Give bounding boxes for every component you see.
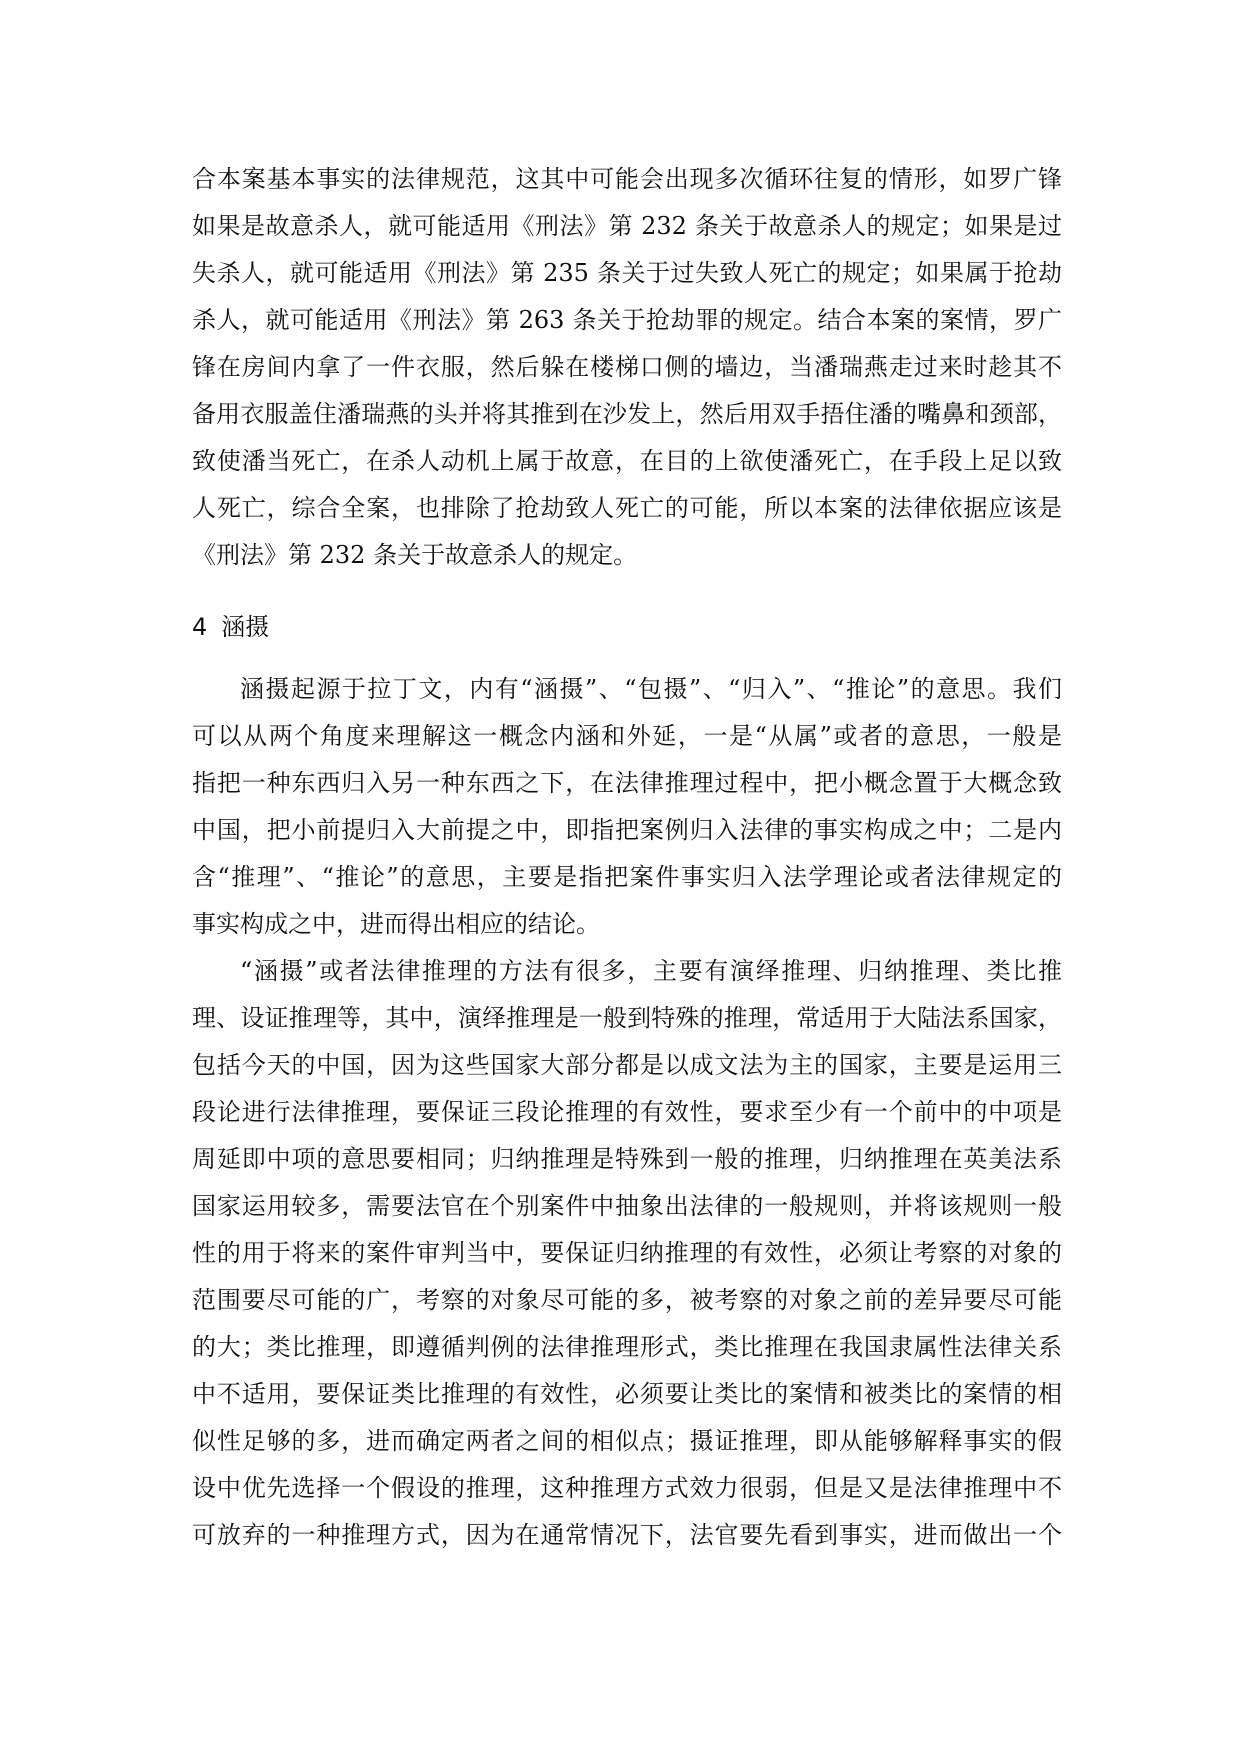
text-line: 范围要尽可能的广，考察的对象尽可能的多，被考察的对象之前的差异要尽可能 bbox=[192, 1286, 1062, 1314]
text-line: 可以从两个角度来理解这一概念内涵和外延，一是“从属”或者的意思，一般是 bbox=[192, 722, 1062, 750]
paragraph-2 bbox=[192, 666, 1062, 948]
text-line: 中国，把小前提归入大前提之中，即指把案例归入法律的事实构成之中；二是内 bbox=[192, 816, 1062, 844]
text-line: 杀人，就可能适用《刑法》第 263 条关于抢劫罪的规定。结合本案的案情，罗广 bbox=[192, 306, 1062, 334]
text-line: 致使潘当死亡，在杀人动机上属于故意，在目的上欲使潘死亡，在手段上足以致 bbox=[192, 447, 1062, 475]
text-line: 事实构成之中，进而得出相应的结论。 bbox=[192, 910, 600, 938]
text-line: 的大；类比推理，即遵循判例的法律推理形式，类比推理在我国隶属性法律关系 bbox=[192, 1333, 1062, 1361]
section-title: 涵摄 bbox=[221, 613, 270, 641]
text-line: 涵摄起源于拉丁文，内有“涵摄”、“包摄”、“归入”、“推论”的意思。我们 bbox=[240, 675, 1062, 703]
text-line: 国家运用较多，需要法官在个别案件中抽象出法律的一般规则，并将该规则一般 bbox=[192, 1192, 1062, 1220]
text-line: 如果是故意杀人，就可能适用《刑法》第 232 条关于故意杀人的规定；如果是过 bbox=[192, 212, 1062, 240]
text-line: 似性足够的多，进而确定两者之间的相似点；摄证推理，即从能够解释事实的假 bbox=[192, 1427, 1062, 1455]
paragraph-3 bbox=[192, 948, 1062, 1559]
text-line: 包括今天的中国，因为这些国家大部分都是以成文法为主的国家，主要是运用三 bbox=[192, 1051, 1062, 1079]
text-line: 含“推理”、“推论”的意思，主要是指把案件事实归入法学理论或者法律规定的 bbox=[192, 863, 1062, 891]
text-line: 性的用于将来的案件审判当中，要保证归纳推理的有效性，必须让考察的对象的 bbox=[192, 1239, 1062, 1267]
text-line: 备用衣服盖住潘瑞燕的头并将其推到在沙发上，然后用双手捂住潘的嘴鼻和颈部， bbox=[192, 400, 1062, 428]
section-heading bbox=[192, 604, 269, 651]
text-line: 合本案基本事实的法律规范，这其中可能会出现多次循环往复的情形，如罗广锋 bbox=[192, 165, 1062, 193]
text-line: 段论进行法律推理，要保证三段论推理的有效性，要求至少有一个前中的中项是 bbox=[192, 1098, 1062, 1126]
paragraph-1 bbox=[192, 156, 1062, 579]
text-line: 设中优先选择一个假设的推理，这种推理方式效力很弱，但是又是法律推理中不 bbox=[192, 1474, 1062, 1502]
text-line: 指把一种东西归入另一种东西之下，在法律推理过程中，把小概念置于大概念致 bbox=[192, 769, 1062, 797]
text-line: 中不适用，要保证类比推理的有效性，必须要让类比的案情和被类比的案情的相 bbox=[192, 1380, 1062, 1408]
text-line: 理、设证推理等，其中，演绎推理是一般到特殊的推理，常适用于大陆法系国家， bbox=[192, 1004, 1062, 1032]
section-number: 4 bbox=[192, 613, 208, 641]
text-line: 《刑法》第 232 条关于故意杀人的规定。 bbox=[192, 541, 638, 569]
text-line: 锋在房间内拿了一件衣服，然后躲在楼梯口侧的墙边，当潘瑞燕走过来时趁其不 bbox=[192, 353, 1062, 381]
text-line: 人死亡，综合全案，也排除了抢劫致人死亡的可能，所以本案的法律依据应该是 bbox=[192, 494, 1062, 522]
text-line: 失杀人，就可能适用《刑法》第 235 条关于过失致人死亡的规定；如果属于抢劫 bbox=[192, 259, 1062, 287]
text-line: 可放弃的一种推理方式，因为在通常情况下，法官要先看到事实，进而做出一个 bbox=[192, 1521, 1062, 1549]
text-line: “涵摄”或者法律推理的方法有很多，主要有演绎推理、归纳推理、类比推 bbox=[240, 957, 1062, 985]
text-line: 周延即中项的意思要相同；归纳推理是特殊到一般的推理，归纳推理在英美法系 bbox=[192, 1145, 1062, 1173]
